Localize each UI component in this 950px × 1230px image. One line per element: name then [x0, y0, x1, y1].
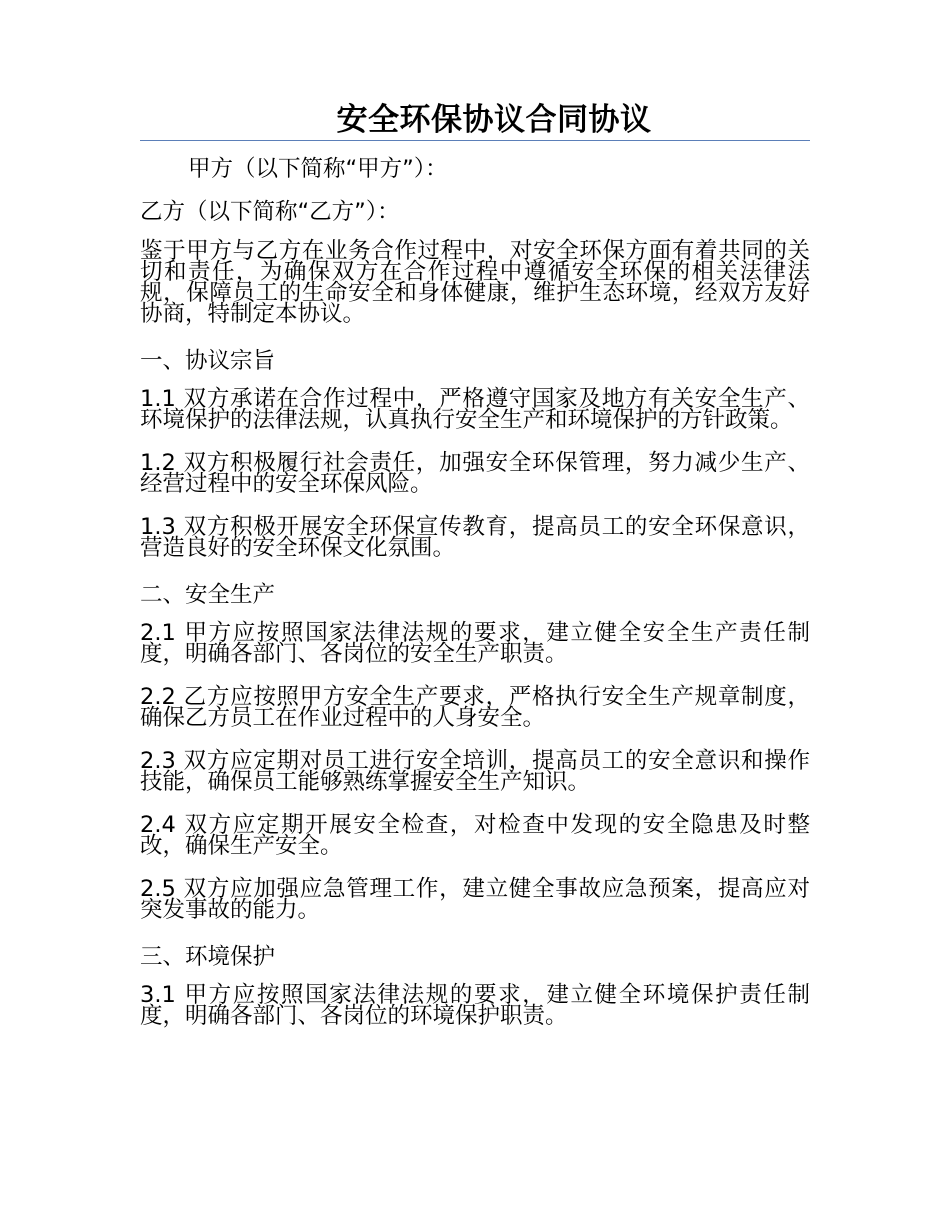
clause-2-2: 2.2 乙方应按照甲方安全生产要求，严格执行安全生产规章制度，确保乙方员工在作业过程中的人身安全。 [140, 684, 810, 731]
clause-2-3: 2.3 双方应定期对员工进行安全培训，提高员工的安全意识和操作技能，确保员工能够熟练掌握安全生产知识。 [140, 748, 810, 795]
clause-3-1: 3.1 甲方应按照国家法律法规的要求，建立健全环境保护责任制度，明确各部门、各岗位的环境保护职责。 [140, 982, 810, 1029]
party-a-line: 甲方（以下简称“甲方”）： [188, 156, 448, 182]
clause-2-1: 2.1 甲方应按照国家法律法规的要求，建立健全安全生产责任制度，明确各部门、各岗位的安全生产职责。 [140, 620, 810, 667]
clause-1-3: 1.3 双方积极开展安全环保宣传教育，提高员工的安全环保意识，营造良好的安全环保文化氛围。 [140, 514, 810, 561]
document-title [140, 100, 810, 141]
clause-2-4: 2.4 双方应定期开展安全检查，对检查中发现的安全隐患及时整改，确保生产安全。 [140, 812, 810, 859]
section-heading-environment: 三、环境保护 [140, 944, 276, 970]
document-page [140, 100, 810, 1049]
clause-1-2: 1.2 双方积极履行社会责任，加强安全环保管理，努力减少生产、经营过程中的安全环保风险。 [140, 450, 810, 497]
party-b-line: 乙方（以下简称“乙方”）： [140, 199, 400, 225]
clause-1-1: 1.1 双方承诺在合作过程中，严格遵守国家及地方有关安全生产、环境保护的法律法规，认真执行安全生产和环境保护的方针政策。 [140, 386, 810, 433]
section-heading-purpose: 一、协议宗旨 [140, 348, 276, 374]
preamble-paragraph: 鉴于甲方与乙方在业务合作过程中，对安全环保方面有着共同的关切和责任，为确保双方在合作过程中遵循安全环保的相关法律法规，保障员工的生命安全和身体健康，维护生态环境，经双方友好协商，特制定本协议。 [140, 238, 810, 327]
clause-2-5: 2.5 双方应加强应急管理工作，建立健全事故应急预案，提高应对突发事故的能力。 [140, 876, 810, 923]
document-title-text: 安全环保协议合同协议 [336, 102, 652, 138]
section-heading-safety: 二、安全生产 [140, 582, 276, 608]
